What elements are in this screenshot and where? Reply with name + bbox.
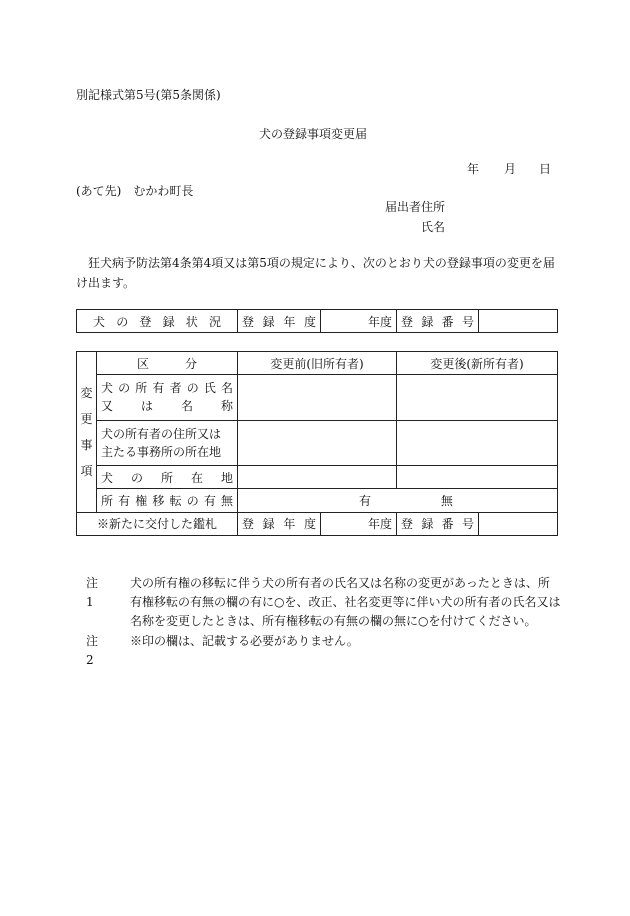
registration-year-label: 登 録 年 度 [238,310,321,333]
ownership-transfer-options [238,489,558,512]
note-1-line-3: 名称を変更したときは、所有権移転の有無の欄の無に○を付けてください。 [130,614,537,628]
body-text-line-2: け出ます。 [76,276,136,290]
note-1-label: 注 1 [86,576,111,609]
addressee: (あて先) むかわ町長 [76,184,194,198]
transfer-yes-option[interactable]: 有 [359,494,372,509]
dog-location-after-field[interactable] [397,466,558,489]
date-month-label: 月 [504,162,517,176]
note-2-label: 注 2 [86,634,111,667]
registration-year-field[interactable] [321,310,397,333]
owner-name-before-field[interactable] [238,375,397,420]
owner-address-after-field[interactable] [397,420,558,465]
owner-name-after-field[interactable] [397,375,558,420]
registration-status-table [76,309,558,333]
owner-address-row-label: 犬の所有者の住所又は 主たる事務所の所在地 [97,420,238,465]
note-2-line-1: ※印の欄は、記載する必要がありません。 [130,634,359,648]
dog-location-before-field[interactable] [238,466,397,489]
new-tag-year-field[interactable] [321,512,397,535]
new-tag-year-label: 登 録 年 度 [238,512,321,535]
owner-address-before-field[interactable] [238,420,397,465]
registration-year-suffix: 年度 [367,314,392,329]
before-header: 変更前(旧所有者) [238,352,397,375]
new-tag-number-label: 登 録 番 号 [397,512,479,535]
date-year-label: 年 [467,162,480,176]
body-text-line-1: 狂犬病予防法第4条第4項又は第5項の規定により、次のとおり犬の登録事項の変更を届 [88,256,555,270]
note-1-line-1: 犬の所有権の移転に伴う犬の所有者の氏名又は名称の変更があったときは、所 [130,576,550,590]
note-1-line-2: 有権移転の有無の欄の有に○を、改正、社名変更等に伴い犬の所有者の氏名又は [130,595,561,609]
registration-number-field[interactable] [479,310,558,333]
form-number: 別記様式第5号(第5条関係) [76,88,221,102]
transfer-no-option[interactable]: 無 [440,494,453,509]
applicant-address-label: 届出者住所 [385,200,446,214]
after-header: 変更後(新所有者) [397,352,558,375]
registration-status-label: 犬 の 登 録 状 況 [77,310,238,333]
new-tag-row-label: ※新たに交付した鑑札 [77,512,238,535]
dog-location-row-label: 犬 の 所 在 地 [97,466,238,489]
date-day-label: 日 [539,162,552,176]
new-tag-year-suffix: 年度 [367,517,392,532]
page-title: 犬の登録事項変更届 [259,127,368,141]
ownership-transfer-row-label: 所 有 権 移 転 の 有 無 [97,489,238,512]
change-details-table [76,351,558,536]
registration-number-label: 登 録 番 号 [397,310,479,333]
owner-name-row-label: 犬 の 所 有 者 の 氏 名 又 は 名 称 [97,375,238,420]
new-tag-number-field[interactable] [479,512,558,535]
change-items-side-label: 変 更 事 項 [77,352,97,513]
category-header: 区 分 [97,352,238,375]
applicant-name-label: 氏名 [421,220,446,234]
